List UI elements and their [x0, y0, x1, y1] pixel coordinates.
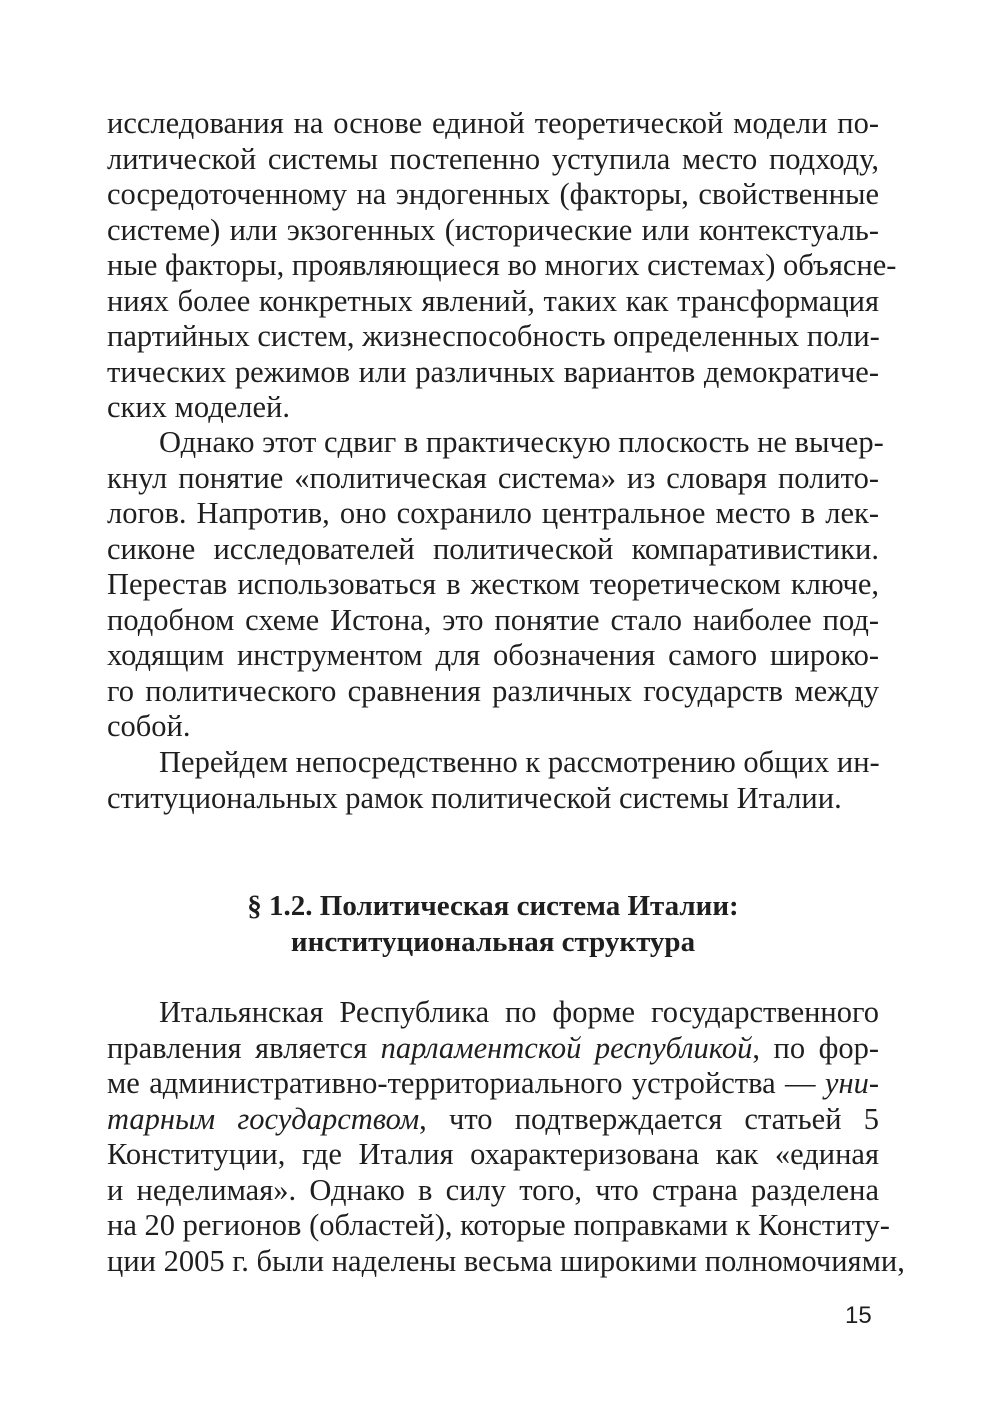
text-line: ные факторы, проявляющиеся во многих системах) объясне- — [107, 248, 897, 282]
text-segment: правления является — [107, 1030, 381, 1065]
text-line: на 20 регионов (областей), которые поправками к Конститу- — [107, 1208, 890, 1242]
text-line: сиконе исследователей политической компаративистики. — [107, 531, 879, 566]
text-line: ских моделей. — [107, 390, 290, 424]
text-line: Однако этот сдвиг в практическую плоскость не вычер- — [159, 425, 884, 459]
text-line: партийных систем, жизнеспособность определенных поли- — [107, 319, 880, 353]
text-line: подобном схеме Истона, это понятие стало наиболее под- — [107, 602, 879, 637]
text-line: ституциональных рамок политической системы Италии. — [107, 780, 842, 815]
italic-term: парламентской республикой — [380, 1030, 753, 1065]
text-line: литической системы постепенно уступила место подходу, — [107, 141, 879, 176]
text-line: сосредоточенному на эндогенных (факторы, свойственные — [107, 177, 879, 211]
italic-term: тарным государством — [107, 1101, 420, 1136]
paragraph-transition — [107, 745, 879, 816]
text-line: Итальянская Республика по форме государственного — [159, 995, 879, 1029]
text-line: ции 2005 г. были наделены весьма широкими полномочиями, — [107, 1243, 905, 1278]
section-heading-line: институциональная структура — [290, 926, 696, 958]
text-segment: , по фор- — [752, 1030, 880, 1065]
text-line: Перейдем непосредственно к рассмотрению общих ин- — [159, 745, 880, 779]
section-heading-line: § 1.2. Политическая система Италии: — [247, 890, 739, 922]
text-segment: ме административно-территориального устройства — — [107, 1066, 825, 1100]
text-line — [107, 1102, 879, 1138]
text-line: собой. — [107, 709, 191, 743]
section-heading — [107, 888, 879, 960]
text-line: кнул понятие «политическая система» из словаря полито- — [107, 460, 879, 495]
text-line — [107, 1031, 879, 1067]
italic-term: уни- — [824, 1066, 879, 1100]
text-line: ходящим инструментом для обозначения самого широко- — [107, 638, 879, 672]
page-number: 15 — [845, 1302, 872, 1329]
text-line: тических режимов или различных вариантов демократиче- — [107, 354, 879, 389]
text-segment: , что подтверждается статьей 5 — [419, 1101, 879, 1136]
text-line: и неделимая». Однако в силу того, что страна разделена — [107, 1172, 879, 1207]
text-line: Перестав использоваться в жестком теоретическом ключе, — [107, 567, 879, 601]
text-line: ниях более конкретных явлений, таких как трансформация — [107, 283, 879, 318]
paragraph-republic — [107, 995, 905, 1279]
text-line — [107, 1066, 879, 1102]
paragraph-shift — [107, 425, 884, 745]
text-line: Конституции, где Италия охарактеризована как «единая — [107, 1137, 879, 1171]
text-line: логов. Напротив, оно сохранило центральное место в лек- — [107, 496, 879, 530]
text-line: системе) или экзогенных (исторические или контекстуаль- — [107, 212, 879, 247]
text-line: го политического сравнения различных государств между — [107, 673, 879, 708]
paragraph-intro-continuation — [107, 106, 897, 426]
text-line: исследования на основе единой теоретической модели по- — [107, 106, 879, 140]
